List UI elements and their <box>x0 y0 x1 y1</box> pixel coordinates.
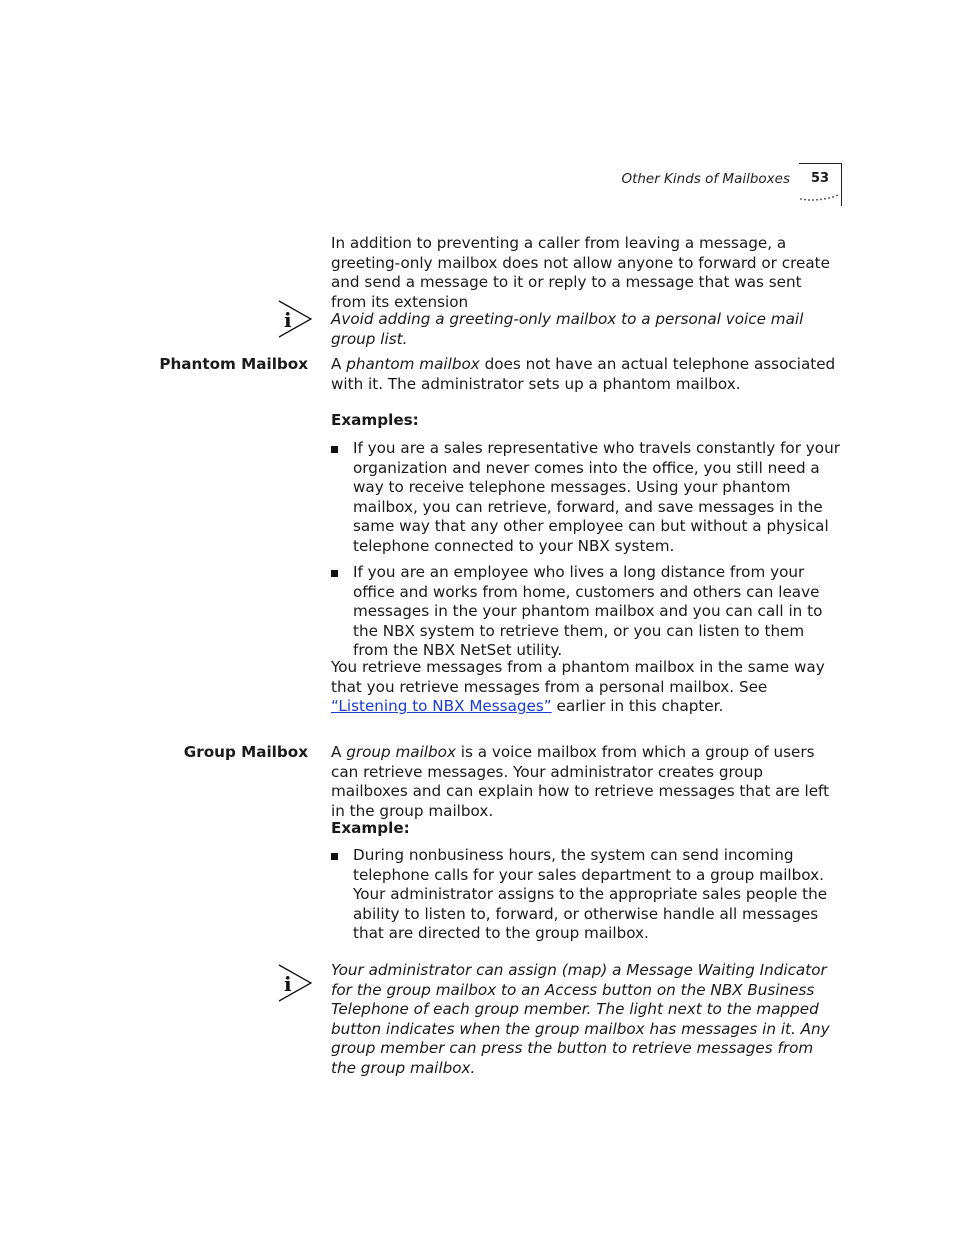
list-item-text: If you are an employee who lives a long distance from your office and works from home, customers and others can leave messages in the your phantom mailbox and you can call in to the NBX system to retrieve them, or you can listen to them from the NBX NetSet utility. <box>353 563 823 660</box>
bullet-square-icon <box>331 570 338 577</box>
list-item <box>331 563 841 661</box>
phantom-retrieve-paragraph <box>331 658 841 717</box>
group-mailbox-heading: Group Mailbox <box>183 743 308 761</box>
running-header-title: Other Kinds of Mailboxes <box>621 171 790 187</box>
definition-lead: A <box>331 355 347 373</box>
retrieve-text-end: earlier in this chapter. <box>551 697 724 716</box>
phantom-mailbox-heading: Phantom Mailbox <box>159 355 308 373</box>
list-item-text: If you are a sales representative who travels constantly for your organization and never comes into the office, you still need a way to receive telephone messages. Using your phantom mailbox, you can retrieve, forward, and save messages in the same way that any other employee can but without a physical telephone connected to your NBX system. <box>353 439 840 555</box>
list-item <box>331 439 841 557</box>
listening-to-nbx-messages-link[interactable]: “Listening to NBX Messages” <box>331 697 552 716</box>
retrieve-text: You retrieve messages from a phantom mailbox in the same way that you retrieve messages from a personal mailbox. See <box>331 658 825 696</box>
definition-lead: A <box>331 743 347 761</box>
list-item <box>331 846 841 944</box>
svg-text:i: i <box>284 972 292 996</box>
bullet-square-icon <box>331 853 338 860</box>
page-number: 53 <box>810 171 830 186</box>
svg-text:i: i <box>284 308 292 332</box>
info-icon <box>278 300 312 338</box>
examples-heading: Examples: <box>331 411 419 429</box>
intro-paragraph: In addition to preventing a caller from leaving a message, a greeting-only mailbox does not allow anyone to forward or create and send a message to it or reply to a message that was sent from its extension <box>331 234 830 311</box>
phantom-mailbox-term: phantom mailbox <box>346 355 480 373</box>
phantom-mailbox-definition <box>331 355 841 394</box>
bullet-square-icon <box>331 446 338 453</box>
definition-rest: is a voice mailbox from which a group of users can retrieve messages. Your administrator creates group mailboxes and can explain how to retrieve messages that are left in the group mailbox. <box>331 743 830 820</box>
group-mailbox-term: group mailbox <box>346 743 456 761</box>
group-mailbox-definition <box>331 743 841 821</box>
dotted-ornament <box>799 190 843 202</box>
note-greeting-only: Avoid adding a greeting-only mailbox to a personal voice mail group list. <box>331 310 804 348</box>
example-heading: Example: <box>331 819 410 837</box>
definition-rest: does not have an actual telephone associated with it. The administrator sets up a phantom mailbox. <box>331 355 836 393</box>
list-item-text: During nonbusiness hours, the system can send incoming telephone calls for your sales department to a group mailbox. Your administrator assigns to the appropriate sales people the ability to listen to, forward, or otherwise handle all messages that are directed to the group mailbox. <box>353 846 828 943</box>
note-message-waiting-indicator: Your administrator can assign (map) a Message Waiting Indicator for the group mailbox to an Access button on the NBX Business Telephone of each group member. The light next to the mapped button indicates when the group mailbox has messages in it. Any group member can press the button to retrieve messages from the group mailbox. <box>331 961 830 1077</box>
info-icon <box>278 964 312 1002</box>
